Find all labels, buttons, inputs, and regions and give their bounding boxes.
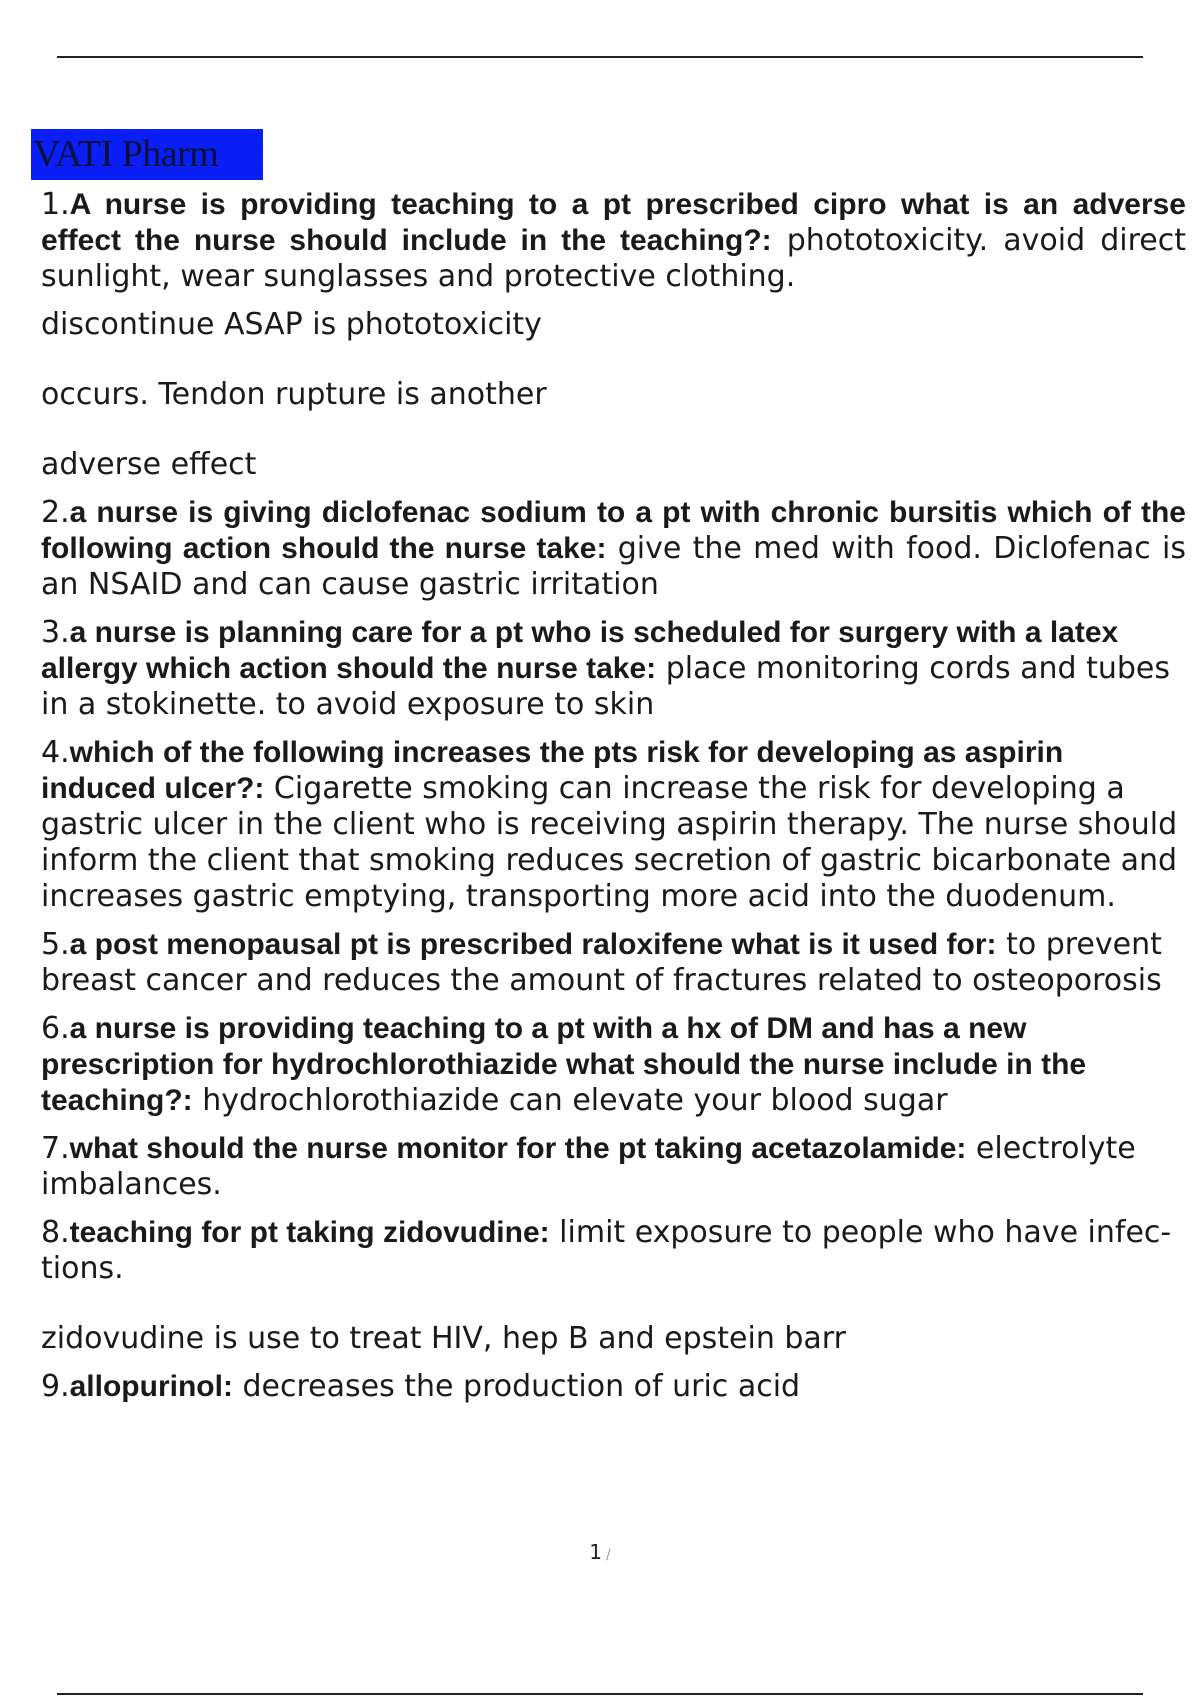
question-text: a post menopausal pt is prescribed raloxifene what is it used for: [69,928,997,961]
top-rule [57,56,1143,58]
page-number-separator: / [606,1547,611,1563]
item-number: 9. [41,1369,70,1404]
item-number: 5. [41,927,70,962]
answer-continuation [41,1321,1186,1357]
answer-text: place monitoring cords and tubes in a stokinette. to avoid exposure to skin [41,651,1170,722]
answer-text: electrolyte imbalances. [41,1131,1136,1202]
item-number: 8. [41,1215,70,1250]
list-item [41,1369,1186,1405]
answer-note: zidovudine is use to treat HIV, hep B and epstein barr [41,1321,846,1356]
question-text: A nurse is providing teaching to a pt prescribed cipro what is an adverse effect the nurse should include in the teaching?: [41,188,1186,257]
list-item [41,735,1186,915]
item-number: 4. [41,735,70,770]
flashcard-list [41,187,1186,1417]
answer-note: adverse effect [41,447,257,482]
answer-text: limit exposure to people who have infec- tions. [41,1215,1172,1286]
item-number: 3. [41,615,70,650]
item-number: 2. [41,495,70,530]
item-number: 1. [41,187,70,222]
list-item [41,495,1186,603]
list-item [41,1215,1186,1287]
list-item [41,1131,1186,1203]
question-text: a nurse is providing teaching to a pt with a hx of DM and has a new prescription for hydrochlorothiazide what should the nurse include in the teaching?: [41,1012,1087,1117]
answer-text: to prevent breast cancer and reduces the amount of fractures related to osteoporosis [41,927,1162,998]
question-text: a nurse is planning care for a pt who is scheduled for surgery with a latex allergy which action should the nurse take: [41,616,1119,685]
question-text: which of the following increases the pts risk for developing as aspirin induced ulcer?: [41,736,1064,805]
answer-note: occurs. Tendon rupture is another [41,377,547,412]
question-text: teaching for pt taking zidovudine: [69,1216,550,1249]
question-text: a nurse is giving diclofenac sodium to a pt with chronic bursitis which of the following action should the nurse take: [41,496,1186,565]
bottom-rule [57,1693,1143,1695]
document-title: VATI Pharm [31,129,263,180]
list-item [41,1011,1186,1119]
answer-text: give the med with food. Diclofenac is an NSAID and can cause gastric irritation [41,531,1186,602]
list-item [41,927,1186,999]
answer-note: discontinue ASAP is phototoxicity [41,307,542,342]
item-number: 6. [41,1011,70,1046]
answer-text: hydrochlorothiazide can elevate your blood sugar [202,1083,948,1118]
list-item [41,187,1186,295]
page-number-value: 1 [589,1540,602,1564]
page-number [0,1540,1200,1564]
list-item [41,615,1186,723]
answer-text: Cigarette smoking can increase the risk for developing a gastric ulcer in the client who is receiving aspirin therapy. The nurse should inform the client that smoking reduces secretion of gastric bicarbonate and increases gastric emptying, transporting more acid into the duodenum. [41,771,1178,914]
question-text: allopurinol: [69,1370,233,1403]
item-number: 7. [41,1131,70,1166]
question-text: what should the nurse monitor for the pt taking acetazolamide: [69,1132,967,1165]
answer-continuation [41,307,1186,483]
answer-text: decreases the production of uric acid [242,1369,801,1404]
answer-text: phototoxicity. avoid direct sunlight, wear sunglasses and protective clothing. [41,223,1187,294]
